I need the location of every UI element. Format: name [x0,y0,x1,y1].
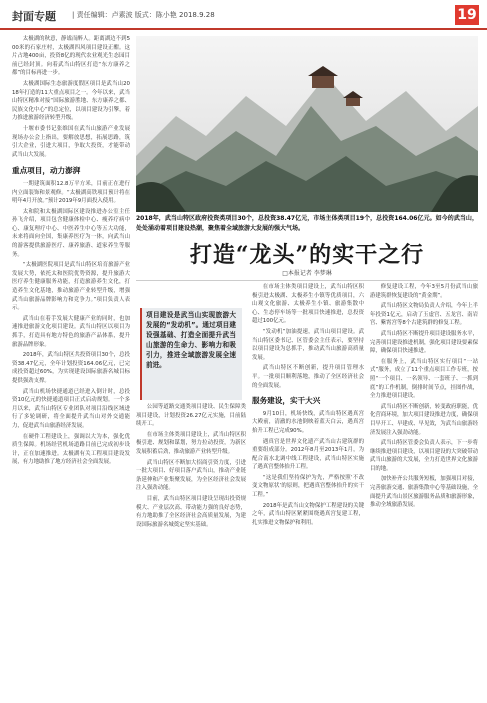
paragraph: 武当山特区不断提升项目建设服务水平，完善项目建设推进机制，强化项目建设要素保障，确保项目快速推进。 [370,330,478,355]
fourth-column [370,283,478,695]
paragraph: 公园等道路交通类项目建设、民生保障类项目建设，计划投资26.27亿元实施，目前陆续开工。 [136,404,246,428]
page-header [0,0,487,30]
paragraph: 一期建筑面积12.8万平方米，目前正在进行内立面装饰和景观修。“太极湖高铁项目预计将在明年4月开放。”预计2019年9月面投入使用。 [12,180,130,205]
paragraph: “太极湖医院项目是武当山特区培育旅游产业发展大势，依托太和医院优势资源，提升旅游大医疗养生健康服务功能，打造旅游养生文化，打造养生文化基地，推动旅游产业转型升级，增强武当山旅游品牌影响力和竞争力。”项目负责人表示。 [12,262,130,312]
wudang-mountain-photo [136,36,478,212]
section-title: 封面专题 [12,10,56,23]
byline: □本报记者 李梦琳 [282,270,332,277]
mountain-landscape-image [136,36,478,212]
section-subhead: 重点项目，动力澎湃 [12,166,81,176]
paragraph: 目前，武当山特区项目建设呈现出投资规模大、产业层次高、带动能力强的良好态势，有力地助推了全区经济社会高质量发展，为建设国际旅游名城奠定坚实基础。 [136,495,246,528]
paragraph: 太和院和太极湖国际区建设推进办公室主任孙飞介绍，项目包含健康体检中心、瘦养疗病中心、康复理疗中心、中医养生中心等五大功能，未来将面向全国，集康养医疗为一体，向武当山的游客提供旅游医疗、康养旅游、道家养生等服务。 [12,208,130,258]
paragraph: 太极湖国际生态旅游度假区项目是武当山2018年打造的11大重点项目之一。今年以来，武当山特区精准对接“国际旅游胜地、东方康养之都、民族文化中心”的总定位，以项目建设为引擎，着力推进旅游经济转型升级。 [12,80,130,122]
paragraph: 武当山特区不断加大招商引资力度，引进一批大项目、好项目落户武当山，推动产业链条延伸和产业集聚发展，为全区经济社会发展注入强劲动能。 [136,459,246,492]
article-title: 打造“龙头”的实干之行 [189,242,425,268]
paragraph: 武当山特区不断创新，转变政府职能，优化营商环境，加大项目建设推进力度，确保项目早开工、早建成、早见效，为武当山旅游经济发展注入强劲动能。 [370,403,478,436]
paragraph: 武当山特区管委会负责人表示，下一步将继续推进项目建设，以项目建设的大突破带动武当山旅游的大发展，全力打造世界文化旅游目的地。 [370,440,478,472]
paragraph: 太极湖的秋意，静谧而醉人。距离湖边不到500米的石家庄村，太极湖四风项目建设正酣。这片占地400亩，投资8亿的现代农业观光生态园目前已经封顶。向着武当山特区打造“东方康养之都”的目标再进一步。 [12,36,130,77]
paragraph: 在硬件工程建设上，强调以大为本，强化优质生保障。机场经营机场道路目前已完成初步设计，正在加速推进。太极湖有关工程项目建设发展，有力地助推了地方经济社会全面发展。 [12,433,130,466]
paragraph: 武当山特区文物局负责人介绍，今年上半年投资1亿元，启动了玉虚宫、五龙宫、南岩宫、紫霄宫等8个古建筑群的修复工程。 [370,303,478,327]
middle-column [136,403,246,695]
middle-column-top [136,283,246,303]
paragraph: 2018年是武当山文物保护工程建设的关键之年，武当山特区紧紧围绕遇真宫复建工程，扎实推进文物保护和利用。 [252,502,364,526]
paragraph: 在市场主体类项目建设上，武当山特区积极引进太极湖、太极养生小镇等优质项目，六山观文化旅游、太极养生小镇、旅游集散中心、生态停车场等一批项目快速推进，总投资超过100亿元。 [252,284,364,325]
paragraph: 在市场主体类项目建设上，武当山特区积极引进、规划和谋划，努力拉动投资，为新区发展积蓄后劲，推动旅游产业转型升级。 [136,431,246,455]
page-number: 19 [455,5,479,25]
paragraph: 武当山机场快捷通道已经进入倒计时，总投资10亿元的快捷通道项目正式启动规划。一个多月以来，武当山特区专业团队对项目沿线区域进行了多轮调研，将全面提升武当山对外交通能力，促进武当山旅游经济发展。 [12,388,130,429]
left-column [12,35,130,695]
lead-paragraph: 2018年，武当山特区政府投资类项目30个，总投资38.47亿元，市场主体类项目19个，总投资164.06亿元。如今的武当山，处处涌动着项目建设热潮，聚焦着全域旅游大发展的强大气场。 [136,215,478,232]
paragraph: 2018年，武当山特区共投资项目30个，总投资38.47亿元，全年计划投资164.06亿元，已完成投资超过60%，为实现建设国际旅游名城目标提供强劲支撑。 [12,352,130,384]
section-subhead: 服务建设，实干大兴 [252,396,321,406]
paragraph: “发动机”加油提速，武当山项目建设。武当山特区委书记、区管委会主任表示，要坚持以项目建设为总抓手，推动武当山旅游高质量发展。 [252,328,364,361]
paragraph: 十堰市委书记张维国在武当山旅游产业发展现场办公会上指出，要解放思想，拓展思路，筑引大企业，引进大项目，争取大投资，才能带动武当山大发展。 [12,125,130,158]
paragraph: 武当山在着手发展大健康产业的同时，也加速推进旅游文化项目建设。武当山特区以项目为抓手，打造具有地方特色的旅游产品体系，提升旅游品牌形象。 [12,315,130,348]
paragraph: 在服务上，武当山特区实行项目“一站式”服务，成立了11个重点项目工作专班，按照“一个项目、一名领导、一套班子、一抓到底”的工作机制，倒排时间节点，挂图作战，全力推进项目建设。 [370,358,478,400]
paragraph: 武当山特区不断创新，提升项目管理水平。一批项目顺利落地，推动了全区经济社会的全面发展。 [252,365,364,389]
paragraph: 加快补齐公共服务短板，加强项目对接，完善旅游交通、旅游集散中心等基础设施，全面提升武当山景区旅游服务品质和旅游形象，推动全域旅游发展。 [370,476,478,509]
divider [136,280,478,281]
third-column [252,283,364,695]
paragraph: “这是我们坚持保护为先，严格按照‘不改变文物原状’的原则，把遇真宫整体抬升的实干工程。” [252,474,364,499]
paragraph: 修复建设工程，今年3至5月份武当山旅游建筑群恢复建设的“黄金期”。 [370,284,478,299]
paragraph: 遇真宫是世界文化遗产武当山古建筑群的重要组成部分。2012年8月至2013年1月，为配合南水北调中线工程建设，武当山特区实施了遇真宫整体抬升工程。 [252,438,364,471]
pull-quote-text: 项目建设是武当山实现旅游大发展的“发动机”。通过项目建设强基础、打造全面提升武当山旅游的生命力、影响力和吸引力，推进全域旅游发展全速前进。 [146,311,236,369]
editor-meta: | 责任编辑：卢素波 版式：陈小艳 2018.9.28 [72,11,215,19]
paragraph: 9月10日，机场快线，武当山特区遇真宫大殿前，清澈的水池倒映着蓝天白云，遇真宫抬升工程已完成90%。 [252,410,364,434]
